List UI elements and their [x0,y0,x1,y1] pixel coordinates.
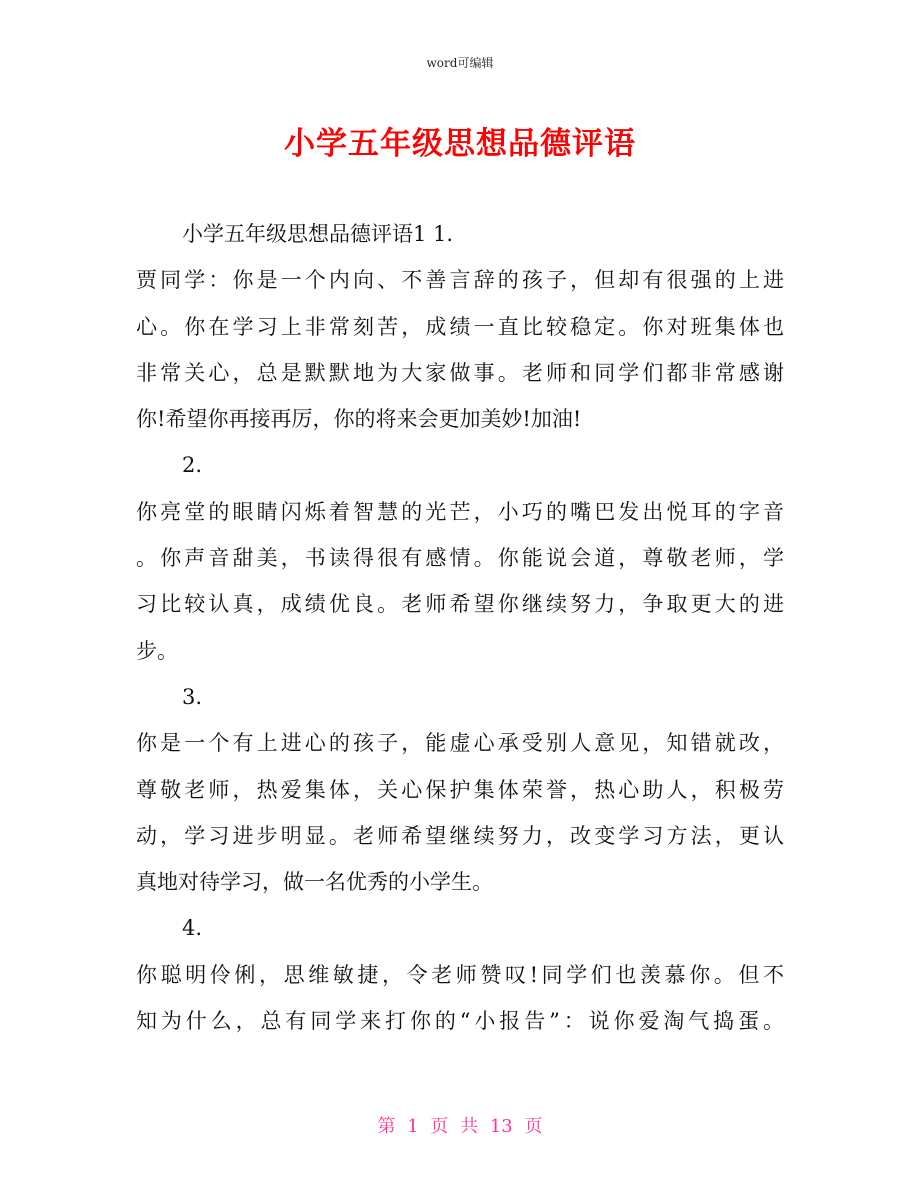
text-line: 非常关心，总是默默地为大家做事。老师和同学们都非常感谢 [136,360,784,385]
text-line: 。你声音甜美，书读得很有感情。你能说会道，尊敬老师，学 [136,546,784,571]
page-header: word可编辑 [426,56,494,70]
document-title: 小学五年级思想品德评语 [284,126,636,162]
text-line: 你聪明伶俐，思维敏捷，令老师赞叹!同学们也羡慕你。但不 [136,962,784,987]
text-line: 心。你在学习上非常刻苦，成绩一直比较稳定。你对班集体也 [136,314,784,339]
text-line: 你是一个有上进心的孩子，能虚心承受别人意见，知错就改， [136,731,784,756]
document-body [136,218,784,1051]
page-footer: 第 1 页 共 13 页 [377,1116,543,1137]
text-line: 3. [182,684,203,709]
text-line: 小学五年级思想品德评语1 1. [182,222,454,246]
text-line: 4. [182,916,203,941]
text-line: 你!希望你再接再厉，你的将来会更加美妙!加油! [136,407,582,432]
text-line: 你亮堂的眼睛闪烁着智慧的光芒，小巧的嘴巴发出悦耳的字音 [136,499,784,524]
text-line: 步。 [136,638,178,663]
text-line: 尊敬老师，热爱集体，关心保护集体荣誉，热心助人，积极劳 [136,777,784,802]
text-line: 习比较认真，成绩优良。老师希望你继续努力，争取更大的进 [136,592,784,617]
text-line: 2. [182,453,203,478]
text-line: 动，学习进步明显。老师希望继续努力，改变学习方法，更认 [136,823,784,848]
text-line: 知为什么，总有同学来打你的“小报告”：说你爱淘气捣蛋。 [136,1009,784,1034]
text-line: 贾同学：你是一个内向、不善言辞的孩子，但却有很强的上进 [136,268,784,293]
text-line: 真地对待学习，做一名优秀的小学生。 [136,870,493,895]
